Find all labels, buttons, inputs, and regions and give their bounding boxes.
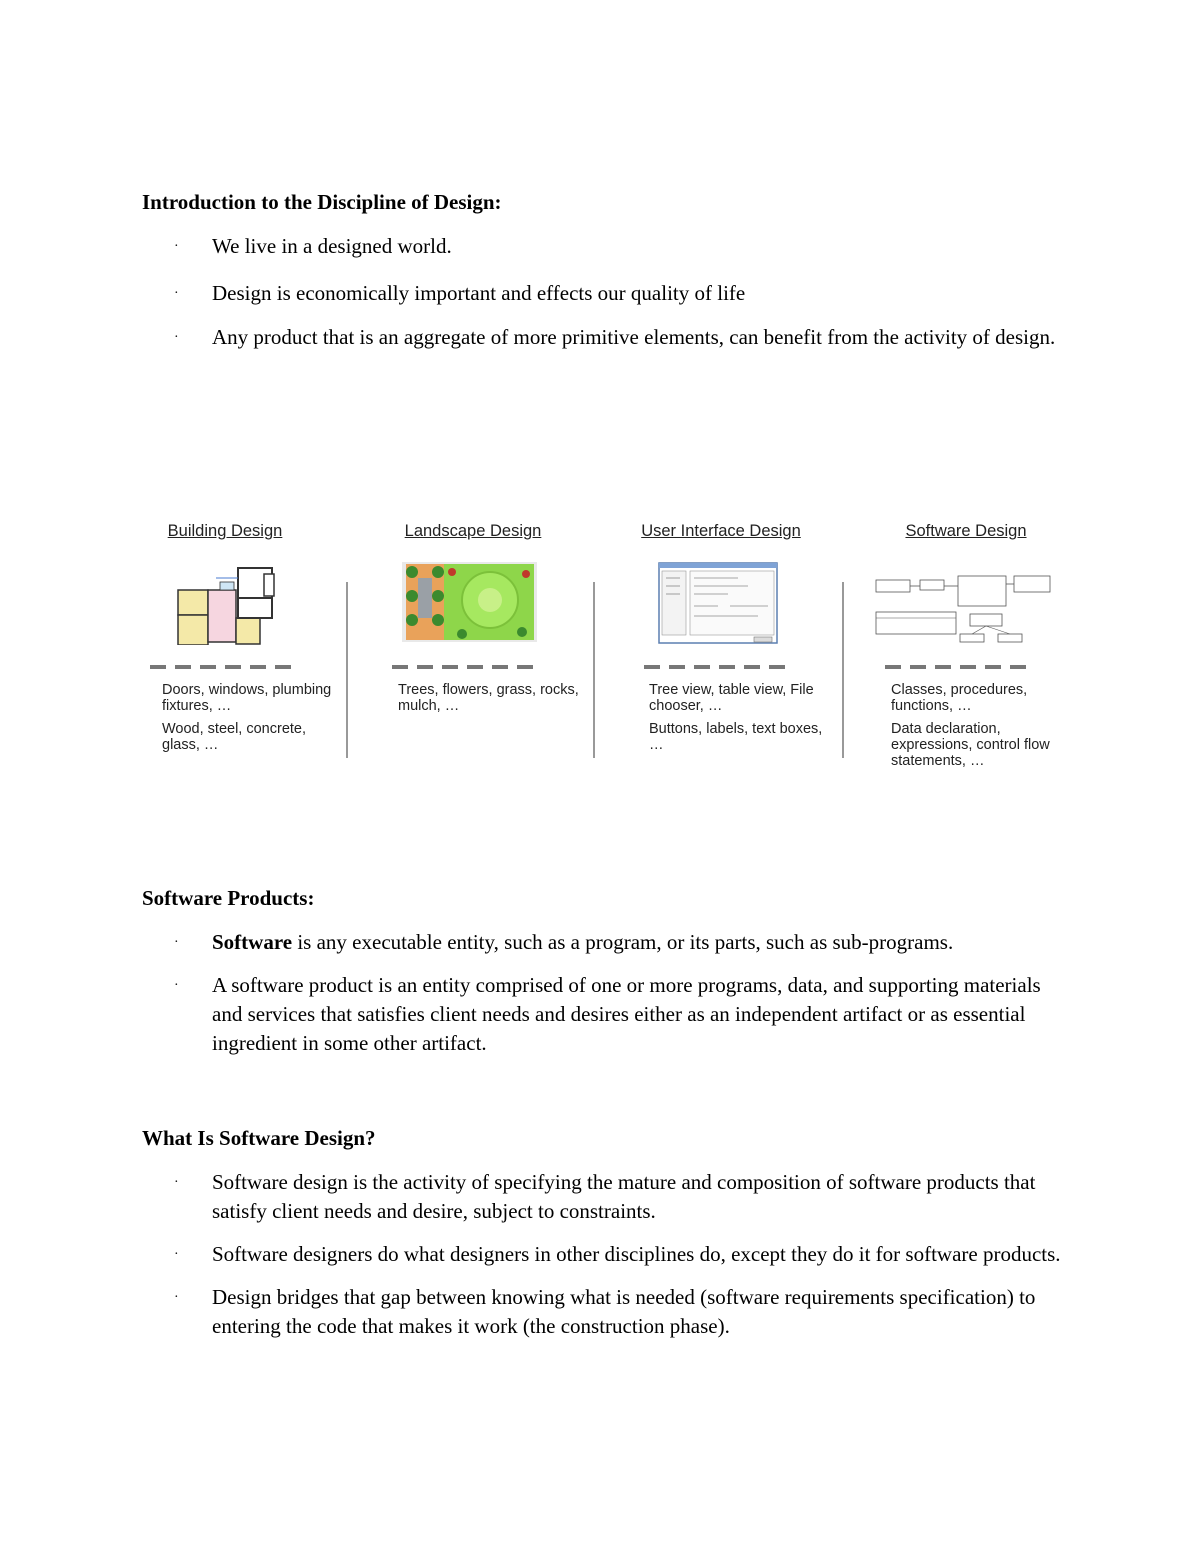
- bold-term: Software: [212, 930, 293, 954]
- bullet-text: A software product is an entity comprised of one or more programs, data, and supporting materials and services that satisfies client needs and desires either as an independent artifact or as essential ingredient in some other artifact.: [212, 973, 1041, 1055]
- column-title: Software Design: [905, 522, 1027, 540]
- column-line: Trees, flowers, grass, rocks, mulch, …: [398, 682, 579, 714]
- software-products-heading: Software Products:: [142, 886, 315, 910]
- list-item: [172, 1168, 1072, 1226]
- bullet-dot: ·: [174, 239, 179, 254]
- what-is-bullet-list: [172, 1168, 1072, 1341]
- class-diagram-image: [874, 560, 1054, 645]
- bullet-text: Software designers do what designers in other disciplines do, except they do it for software products.: [212, 1242, 1061, 1266]
- figure-column-building: [125, 520, 325, 542]
- separator-dashes: [644, 665, 794, 669]
- separator-dashes: [150, 665, 300, 669]
- column-line: Doors, windows, plumbing fixtures, …: [162, 682, 332, 714]
- list-item: [172, 971, 1072, 1058]
- column-description: [162, 682, 342, 760]
- column-divider: [346, 582, 348, 758]
- bullet-dot: ·: [174, 286, 179, 301]
- figure-column-landscape: [373, 520, 573, 542]
- intro-bullet-list: [172, 232, 1072, 352]
- column-line: Classes, procedures, functions, …: [891, 682, 1028, 714]
- bullet-dot: ·: [174, 1247, 179, 1262]
- dialog-window-image: [658, 560, 778, 645]
- intro-heading: Introduction to the Discipline of Design:: [142, 190, 502, 214]
- column-line: Tree view, table view, File chooser, …: [649, 682, 814, 714]
- column-line: Data declaration, expressions, control flow statements, …: [891, 721, 1050, 769]
- list-item: [172, 928, 1072, 957]
- design-disciplines-figure: [140, 520, 1070, 780]
- column-divider: [842, 582, 844, 758]
- separator-dashes: [885, 665, 1035, 669]
- column-line: Wood, steel, concrete, glass, …: [162, 721, 307, 753]
- figure-column-software: [866, 520, 1066, 542]
- landscape-plan-image: [402, 560, 537, 645]
- column-divider: [593, 582, 595, 758]
- figure-column-user-interface: [621, 520, 821, 542]
- bullet-dot: ·: [174, 330, 179, 345]
- column-title: Building Design: [167, 522, 283, 540]
- bullet-text: Software design is the activity of specifying the mature and composition of software products that satisfy client needs and desire, subject to constraints.: [212, 1170, 1036, 1223]
- column-description: [649, 682, 839, 760]
- list-item: [172, 1240, 1072, 1269]
- list-item: [172, 232, 1072, 261]
- list-item: [172, 279, 1072, 308]
- column-title: Landscape Design: [404, 522, 542, 540]
- column-description: [398, 682, 588, 721]
- bullet-dot: ·: [174, 978, 179, 993]
- bullet-text: is any executable entity, such as a program, or its parts, such as sub-programs.: [292, 930, 954, 954]
- bullet-text: Design is economically important and effects our quality of life: [212, 281, 746, 305]
- software-products-bullet-list: [172, 928, 1072, 1058]
- bullet-text: We live in a designed world.: [212, 234, 452, 258]
- list-item: [172, 323, 1072, 352]
- column-title: User Interface Design: [641, 522, 801, 540]
- bullet-dot: ·: [174, 1290, 179, 1305]
- bullet-dot: ·: [174, 1175, 179, 1190]
- column-line: Buttons, labels, text boxes, …: [649, 721, 823, 753]
- separator-dashes: [392, 665, 542, 669]
- bullet-text: Any product that is an aggregate of more primitive elements, can benefit from the activity of design.: [212, 325, 1056, 349]
- bullet-text: Design bridges that gap between knowing what is needed (software requirements specification) to entering the code that makes it work (the construction phase).: [212, 1285, 1036, 1338]
- list-item: [172, 1283, 1072, 1341]
- floor-plan-image: [176, 560, 276, 645]
- column-description: [891, 682, 1066, 776]
- bullet-dot: ·: [174, 935, 179, 950]
- what-is-software-design-heading: What Is Software Design?: [142, 1126, 376, 1150]
